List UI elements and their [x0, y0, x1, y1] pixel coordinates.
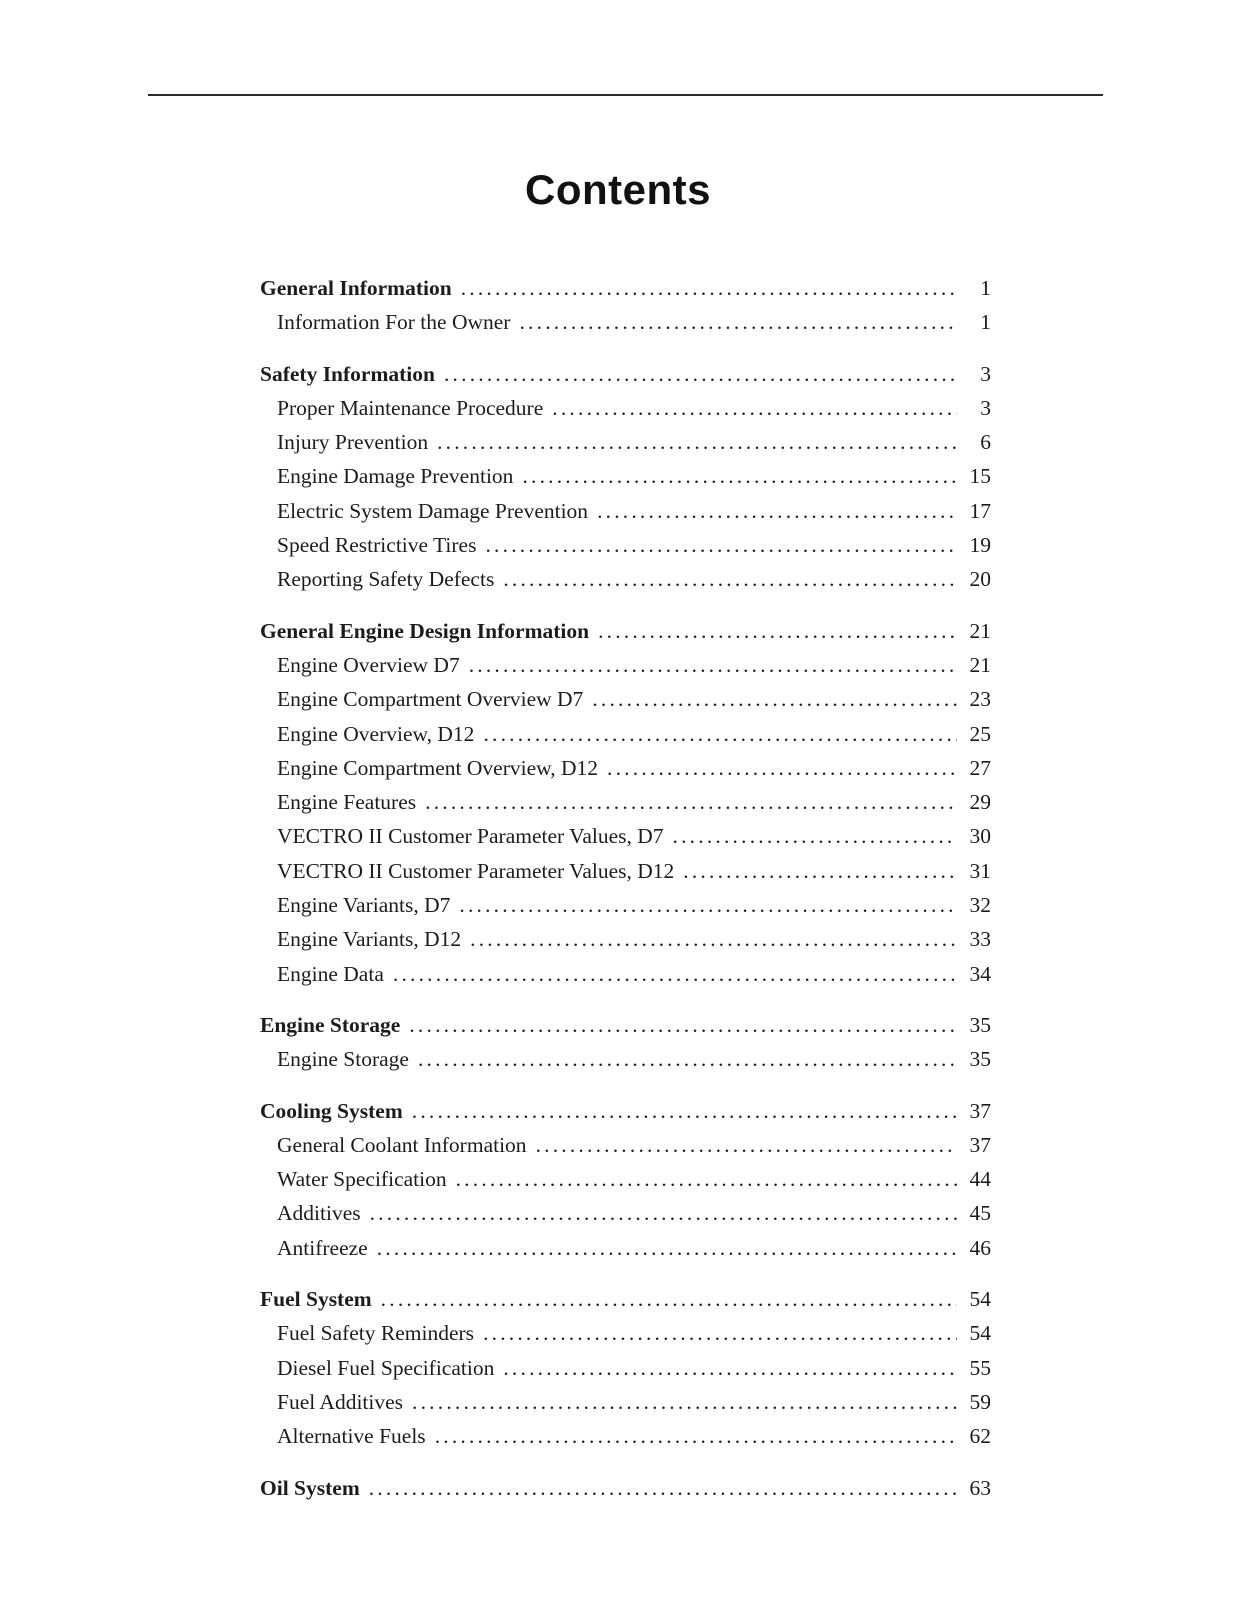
dot-leader	[381, 1282, 957, 1316]
toc-entry-label: Safety Information	[260, 361, 435, 386]
toc-entry-section-2-item-5	[260, 819, 991, 853]
toc-entry-section-1-item-2	[260, 459, 991, 493]
dot-leader	[519, 305, 957, 339]
dot-leader	[435, 1419, 957, 1453]
dot-leader	[456, 1162, 957, 1196]
dot-leader	[369, 1471, 957, 1505]
toc-entry-page: 23	[969, 687, 991, 712]
toc-entry-section-4	[260, 1094, 991, 1128]
toc-entry-section-2-item-4	[260, 785, 991, 819]
dot-leader	[393, 957, 957, 991]
toc-entry-label: Antifreeze	[277, 1235, 368, 1260]
toc-entry-label: Speed Restrictive Tires	[277, 533, 477, 558]
dot-leader	[503, 1351, 957, 1385]
toc-entry-section-0-item-0	[260, 305, 991, 339]
toc-entry-section-2-item-0	[260, 648, 991, 682]
toc-entry-label: Engine Storage	[277, 1047, 409, 1072]
toc-entry-section-2-item-2	[260, 717, 991, 751]
toc-entry-page: 17	[969, 498, 991, 523]
toc-entry-label: Engine Overview D7	[277, 652, 460, 677]
dot-leader	[459, 888, 957, 922]
toc-entry-label: Engine Variants, D12	[277, 927, 462, 952]
toc-entry-label: Oil System	[260, 1475, 360, 1500]
toc-entry-label: Engine Compartment Overview, D12	[277, 755, 599, 780]
dot-leader	[483, 717, 957, 751]
toc-entry-page: 44	[969, 1167, 991, 1192]
toc-entry-label: Alternative Fuels	[277, 1424, 426, 1449]
toc-entry-label: General Information	[260, 276, 452, 300]
toc-entry-label: Fuel Additives	[277, 1389, 404, 1414]
toc-entry-label: General Engine Design Information	[260, 618, 590, 643]
toc-entry-section-2-item-6	[260, 854, 991, 888]
toc-entry-label: Engine Damage Prevention	[277, 464, 514, 489]
toc-entry-page: 20	[969, 567, 991, 592]
toc-entry-page: 30	[969, 824, 991, 849]
toc-entry-page: 15	[969, 464, 991, 489]
dot-leader	[592, 682, 957, 716]
toc-entry-label: Cooling System	[260, 1098, 403, 1123]
dot-leader	[522, 459, 957, 493]
toc-entry-section-1-item-3	[260, 494, 991, 528]
toc-entry-section-3	[260, 1008, 991, 1042]
toc-entry-page: 1	[980, 276, 991, 300]
toc-entry-section-5-item-1	[260, 1351, 991, 1385]
toc-entry-section-4-item-3	[260, 1231, 991, 1265]
toc-entry-page: 31	[969, 858, 991, 883]
dot-leader	[552, 391, 957, 425]
toc-entry-page: 54	[969, 1321, 991, 1346]
toc-entry-label: General Coolant Information	[277, 1132, 527, 1157]
toc-entry-section-2-item-8	[260, 922, 991, 956]
toc-entry-page: 55	[969, 1355, 991, 1380]
toc-entry-label: Fuel System	[260, 1287, 372, 1312]
toc-entry-label: Engine Storage	[260, 1012, 401, 1037]
toc-entry-page: 59	[969, 1389, 991, 1414]
toc-entry-label: VECTRO II Customer Parameter Values, D7	[277, 824, 664, 849]
toc-entry-page: 63	[969, 1475, 991, 1500]
toc-entry-page: 32	[969, 893, 991, 918]
dot-leader	[418, 1042, 957, 1076]
toc-entry-label: VECTRO II Customer Parameter Values, D12	[277, 858, 675, 883]
dot-leader	[412, 1385, 957, 1419]
toc-entry-label: Diesel Fuel Specification	[277, 1355, 495, 1380]
dot-leader	[598, 614, 957, 648]
toc-entry-section-6	[260, 1471, 991, 1505]
toc-entry-page: 37	[969, 1132, 991, 1157]
toc-entry-section-0	[260, 271, 991, 305]
toc-entry-page: 46	[969, 1235, 991, 1260]
dot-leader	[412, 1094, 957, 1128]
toc-entry-section-2-item-1	[260, 682, 991, 716]
dot-leader	[437, 425, 957, 459]
dot-leader	[409, 1008, 957, 1042]
toc-entry-page: 6	[980, 430, 991, 455]
dot-leader	[597, 494, 957, 528]
toc-entry-page: 29	[969, 790, 991, 815]
dot-leader	[469, 648, 957, 682]
dot-leader	[503, 562, 957, 596]
toc-entry-page: 37	[969, 1098, 991, 1123]
toc-entry-page: 3	[980, 361, 991, 386]
toc-entry-label: Proper Maintenance Procedure	[277, 395, 544, 420]
toc-entry-page: 25	[969, 721, 991, 746]
toc-entry-page: 54	[969, 1287, 991, 1312]
toc-entry-label: Engine Variants, D7	[277, 893, 451, 918]
toc-entry-label: Engine Overview, D12	[277, 721, 475, 746]
toc-entry-page: 21	[969, 618, 991, 643]
toc-entry-section-1-item-1	[260, 425, 991, 459]
toc-entry-section-3-item-0	[260, 1042, 991, 1076]
toc-entry-label: Reporting Safety Defects	[277, 567, 495, 592]
toc-entry-section-5-item-2	[260, 1385, 991, 1419]
toc-entry-section-2	[260, 614, 991, 648]
toc-entry-section-5-item-0	[260, 1316, 991, 1350]
toc-entry-page: 35	[969, 1047, 991, 1072]
toc-entry-section-4-item-1	[260, 1162, 991, 1196]
toc-entry-section-1-item-4	[260, 528, 991, 562]
toc-entry-page: 62	[969, 1424, 991, 1449]
toc-entry-page: 45	[969, 1201, 991, 1226]
toc-entry-section-1-item-0	[260, 391, 991, 425]
toc-entry-section-2-item-7	[260, 888, 991, 922]
dot-leader	[485, 528, 957, 562]
toc-entry-section-2-item-9	[260, 957, 991, 991]
dot-leader	[607, 751, 957, 785]
dot-leader	[683, 854, 957, 888]
dot-leader	[461, 271, 957, 305]
toc-entry-section-4-item-0	[260, 1128, 991, 1162]
toc-entry-label: Additives	[277, 1201, 361, 1226]
toc-entry-label: Information For the Owner	[277, 310, 511, 335]
toc-entry-section-5-item-3	[260, 1419, 991, 1453]
dot-leader	[673, 819, 957, 853]
toc-entry-label: Engine Data	[277, 961, 384, 986]
dot-leader	[470, 922, 957, 956]
toc-entry-page: 1	[980, 310, 991, 335]
toc-entry-section-5	[260, 1282, 991, 1316]
top-rule	[148, 94, 1103, 96]
dot-leader	[483, 1316, 957, 1350]
toc-entry-section-1	[260, 357, 991, 391]
toc-entry-page: 19	[969, 533, 991, 558]
toc-entry-label: Engine Features	[277, 790, 417, 815]
toc-entry-page: 34	[969, 961, 991, 986]
dot-leader	[536, 1128, 957, 1162]
toc-entry-label: Injury Prevention	[277, 430, 429, 455]
toc-entry-section-1-item-5	[260, 562, 991, 596]
dot-leader	[425, 785, 957, 819]
toc-entry-page: 21	[969, 652, 991, 677]
toc-entry-label: Fuel Safety Reminders	[277, 1321, 475, 1346]
toc-entry-label: Water Specification	[277, 1167, 447, 1192]
dot-leader	[444, 357, 957, 391]
toc-entry-section-2-item-3	[260, 751, 991, 785]
page-title: Contents	[525, 166, 711, 213]
toc-entry-label: Engine Compartment Overview D7	[277, 687, 584, 712]
toc-entry-page: 33	[969, 927, 991, 952]
dot-leader	[377, 1231, 957, 1265]
toc-entry-page: 35	[969, 1012, 991, 1037]
toc-entry-page: 27	[969, 755, 991, 780]
toc-entry-label: Electric System Damage Prevention	[277, 498, 589, 523]
toc-entry-section-4-item-2	[260, 1196, 991, 1230]
toc-entry-page: 3	[980, 395, 991, 420]
dot-leader	[370, 1196, 957, 1230]
toc-list	[260, 254, 991, 1505]
